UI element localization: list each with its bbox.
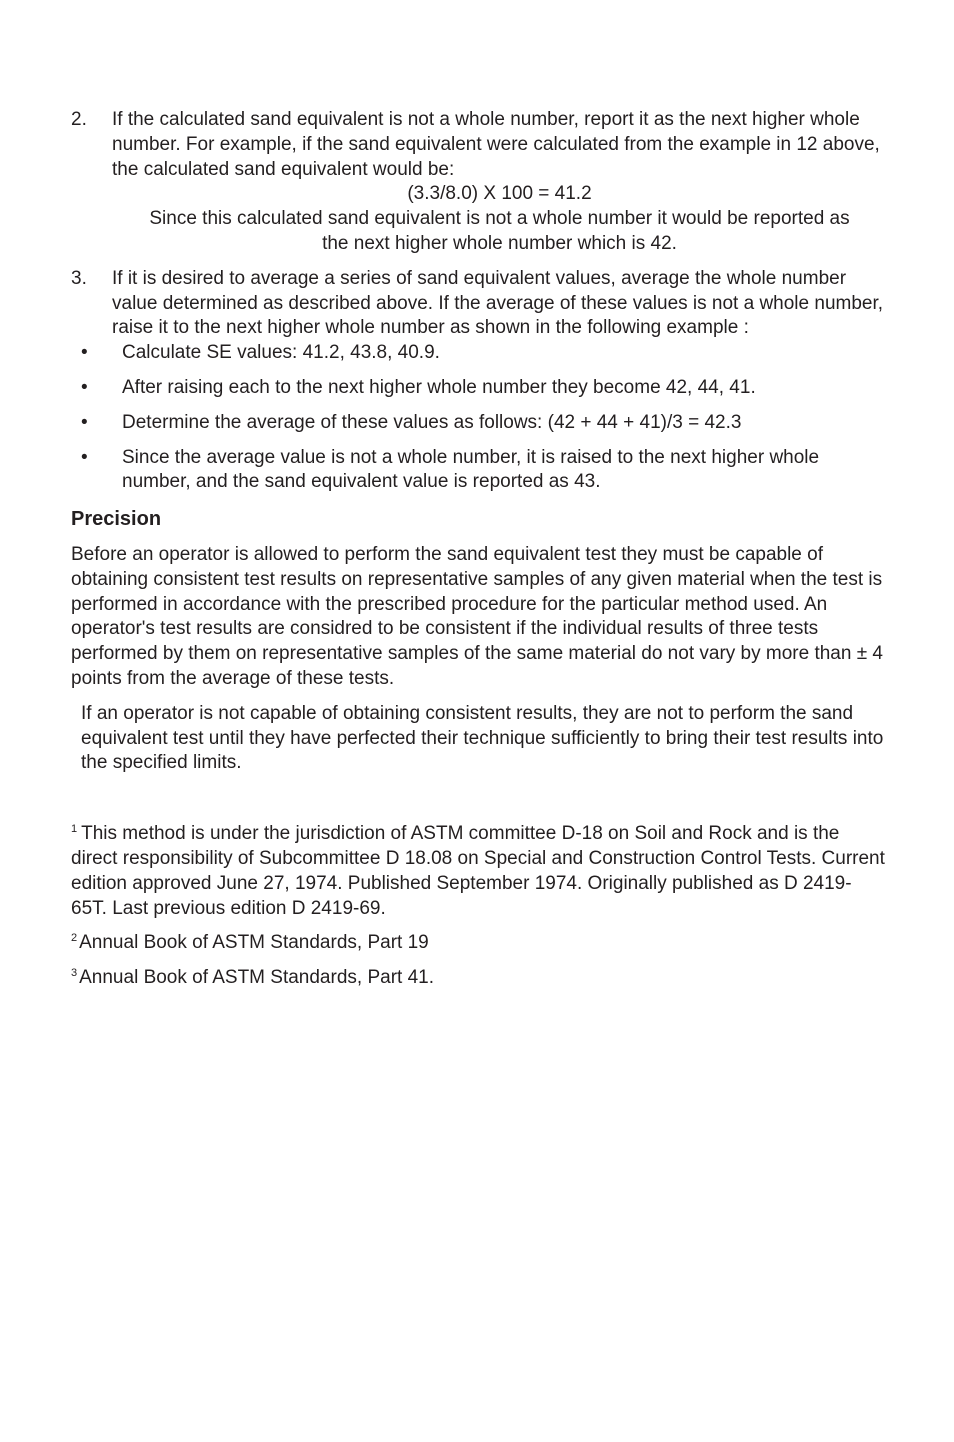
bullet-item — [71, 411, 887, 436]
bullet-icon: • — [81, 446, 88, 468]
bullet-item — [71, 446, 887, 496]
item-text: If it is desired to average a series of sand equivalent values, average the whole number value determined as described above. If the average of these values is not a whole number, raise it to the next higher whole number as shown in the following example : — [112, 267, 884, 339]
footnote-mark: 1 — [71, 823, 78, 836]
footnote-text: Annual Book of ASTM Standards, Part 41. — [79, 967, 434, 989]
since-line-2: the next higher whole number which is 42. — [322, 232, 677, 254]
bullet-icon: • — [81, 376, 88, 398]
section-heading-precision: Precision — [71, 508, 162, 531]
precision-paragraph-2: If an operator is not capable of obtaining consistent results, they are not to perform the sand equivalent test until they have perfected their technique sufficiently to bring their test results into the specified limits. — [81, 702, 884, 774]
footnote-text: Annual Book of ASTM Standards, Part 19 — [79, 932, 429, 954]
bullet-text: Calculate SE values: 41.2, 43.8, 40.9. — [122, 342, 440, 364]
bullet-text: Since the average value is not a whole number, it is raised to the next higher whole number, and the sand equivalent value is reported as 43. — [122, 446, 820, 493]
list-item-2 — [71, 108, 887, 182]
document-page — [71, 108, 887, 1001]
bullet-icon: • — [81, 342, 88, 364]
since-line-1: Since this calculated sand equivalent is not a whole number it would be reported as — [149, 208, 850, 230]
item-number: 2. — [71, 109, 87, 130]
item-text: If the calculated sand equivalent is not a whole number, report it as the next higher whole number. For example, if the sand equivalent were calculated from the example in 12 above, the calculated sand equivalent would be: — [112, 109, 880, 180]
footnote-2 — [71, 931, 887, 956]
footnote-mark: 2 — [71, 932, 78, 945]
item-number: 3. — [71, 267, 87, 289]
footnote-1 — [71, 822, 887, 921]
bullet-text: After raising each to the next higher whole number they become 42, 44, 41. — [122, 376, 756, 398]
footnotes — [71, 822, 887, 991]
bullet-icon: • — [81, 411, 88, 433]
bullet-text: Determine the average of these values as follows: (42 + 44 + 41)/3 = 42.3 — [122, 411, 742, 433]
formula: (3.3/8.0) X 100 = 41.2 — [407, 183, 592, 205]
precision-paragraph-1: Before an operator is allowed to perform the sand equivalent test they must be capable of obtaining consistent test results on representative samples of any given material when the test is performed in accordance with the prescribed procedure for the particular method used. An operator's test results are considred to be consistent if the individual results of three tests performed by them on representative samples of the same material do not vary by more than ± 4 points from the average of these tests. — [71, 543, 883, 689]
footnote-mark: 3 — [71, 967, 78, 980]
bullet-list — [71, 341, 887, 495]
bullet-item — [71, 341, 887, 366]
since-note — [71, 207, 887, 257]
list-item-3 — [71, 267, 887, 341]
footnote-text: This method is under the jurisdiction of ASTM committee D-18 on Soil and Rock and is the direct responsibility of Subcommittee D 18.08 on Special and Construction Control Tests. Current edition approved June 27, 1974. Published September 1974. Originally published as D 2419-65T. Last previous edition D 2419-69. — [71, 823, 885, 919]
footnote-3 — [71, 966, 887, 991]
bullet-item — [71, 376, 887, 401]
